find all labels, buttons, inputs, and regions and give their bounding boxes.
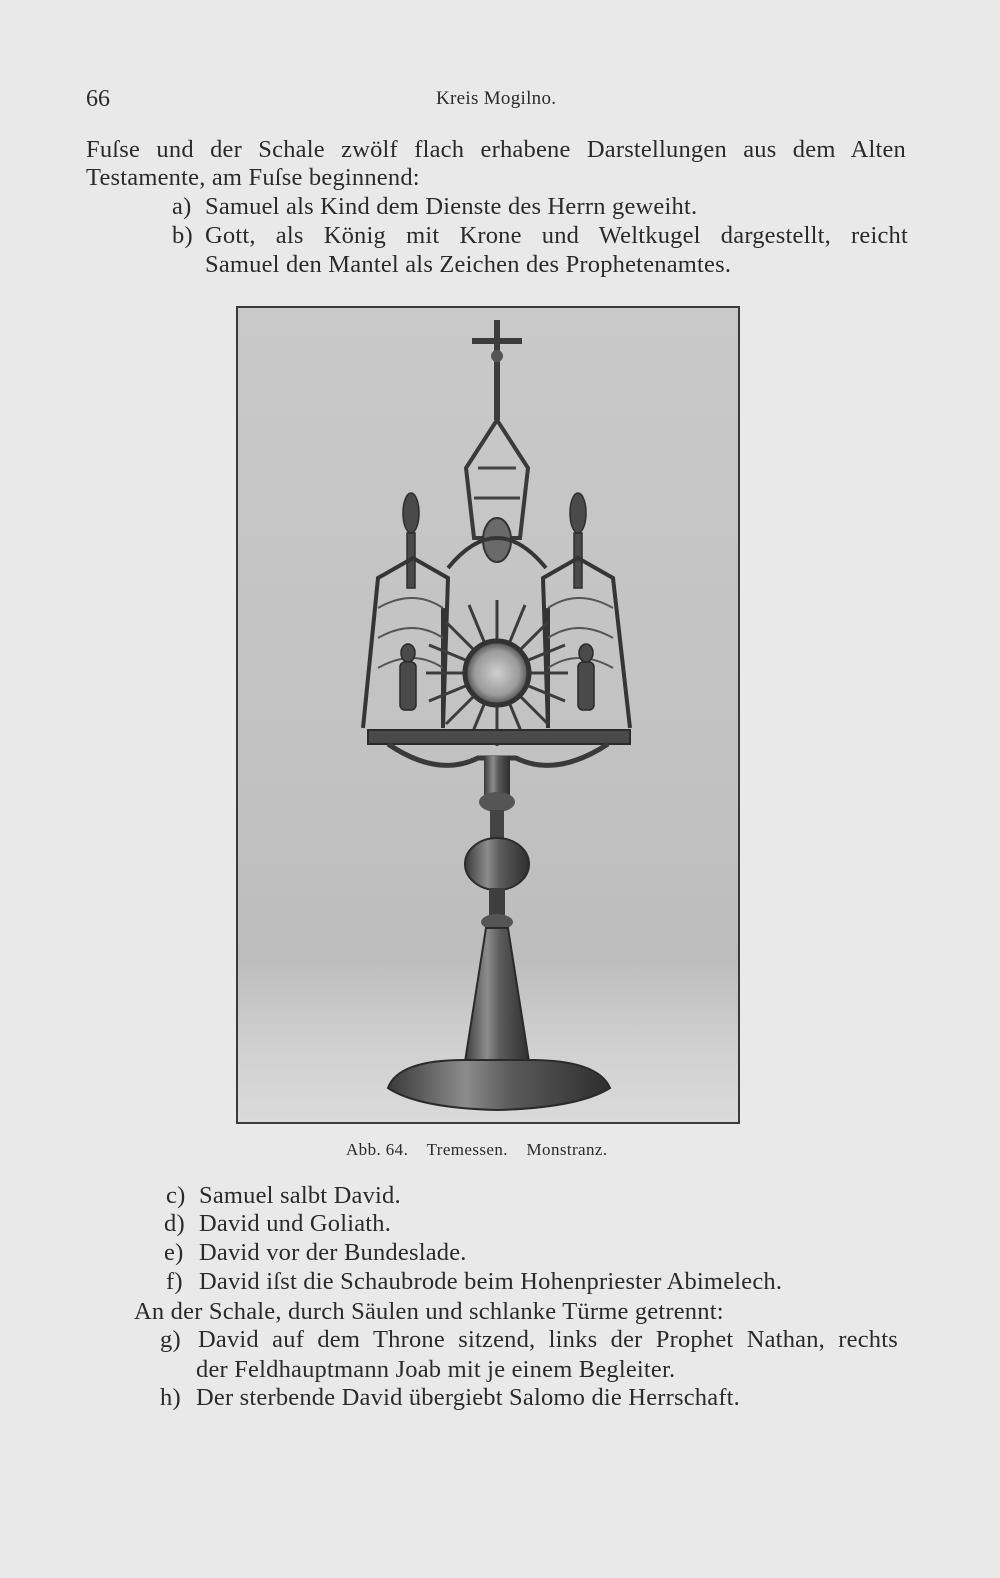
list-text: Der sterbende David übergiebt Salomo die Herrschaft.: [196, 1384, 741, 1411]
list-marker: b): [172, 222, 193, 249]
running-head: [86, 86, 916, 116]
list-item-a: [172, 193, 912, 223]
list-item-c: [166, 1182, 766, 1212]
caption-object: Monstranz.: [526, 1140, 608, 1159]
list-text: David iſst die Schaubrode beim Hohenpriester Abimelech.: [199, 1268, 783, 1295]
list-text: Samuel als Kind dem Dienste des Herrn geweiht.: [205, 193, 698, 220]
body-text-line: An der Schale, durch Säulen und schlanke Türme getrennt:: [134, 1298, 724, 1325]
figure-monstrance-photo: [236, 306, 740, 1124]
figure-caption: [346, 1140, 622, 1160]
node: [465, 838, 529, 890]
list-text: David vor der Bundeslade.: [199, 1239, 467, 1266]
list-item-d: [164, 1210, 764, 1240]
list-marker: c): [166, 1182, 186, 1209]
list-text: Samuel salbt David.: [199, 1182, 401, 1209]
list-text: der Feldhauptmann Joab mit je einem Begleiter.: [196, 1356, 676, 1383]
body-text-line: Fuſse und der Schale zwölf flach erhabene Darstellungen aus dem Alten: [86, 136, 906, 163]
foot: [388, 1060, 610, 1110]
monstrance-illustration: [238, 308, 738, 1122]
body-text-line: Testamente, am Fuſse beginnend:: [86, 164, 420, 191]
list-text: Gott, als König mit Krone und Weltkugel dargestellt, reicht: [205, 222, 908, 249]
list-marker: g): [160, 1326, 181, 1353]
list-marker: h): [160, 1384, 181, 1411]
list-text: Samuel den Mantel als Zeichen des Prophetenamtes.: [205, 251, 732, 278]
caption-place: Tremessen.: [426, 1140, 508, 1159]
list-item-b: [172, 222, 908, 282]
list-marker: a): [172, 193, 192, 220]
lunula: [465, 641, 529, 705]
list-marker: e): [164, 1239, 184, 1266]
list-text: David auf dem Throne sitzend, links der Prophet Nathan, rechts: [198, 1326, 898, 1353]
caption-label: Abb. 64.: [346, 1140, 409, 1159]
page-number: 66: [86, 86, 110, 112]
list-text: David und Goliath.: [199, 1210, 392, 1237]
list-marker: d): [164, 1210, 185, 1237]
list-item-g: [160, 1326, 900, 1386]
list-marker: f): [166, 1268, 183, 1295]
list-item-h: [160, 1384, 860, 1414]
list-item-e: [164, 1239, 764, 1269]
running-title: Kreis Mogilno.: [436, 88, 557, 109]
cross-icon: [472, 320, 522, 420]
list-item-f: [166, 1268, 846, 1298]
